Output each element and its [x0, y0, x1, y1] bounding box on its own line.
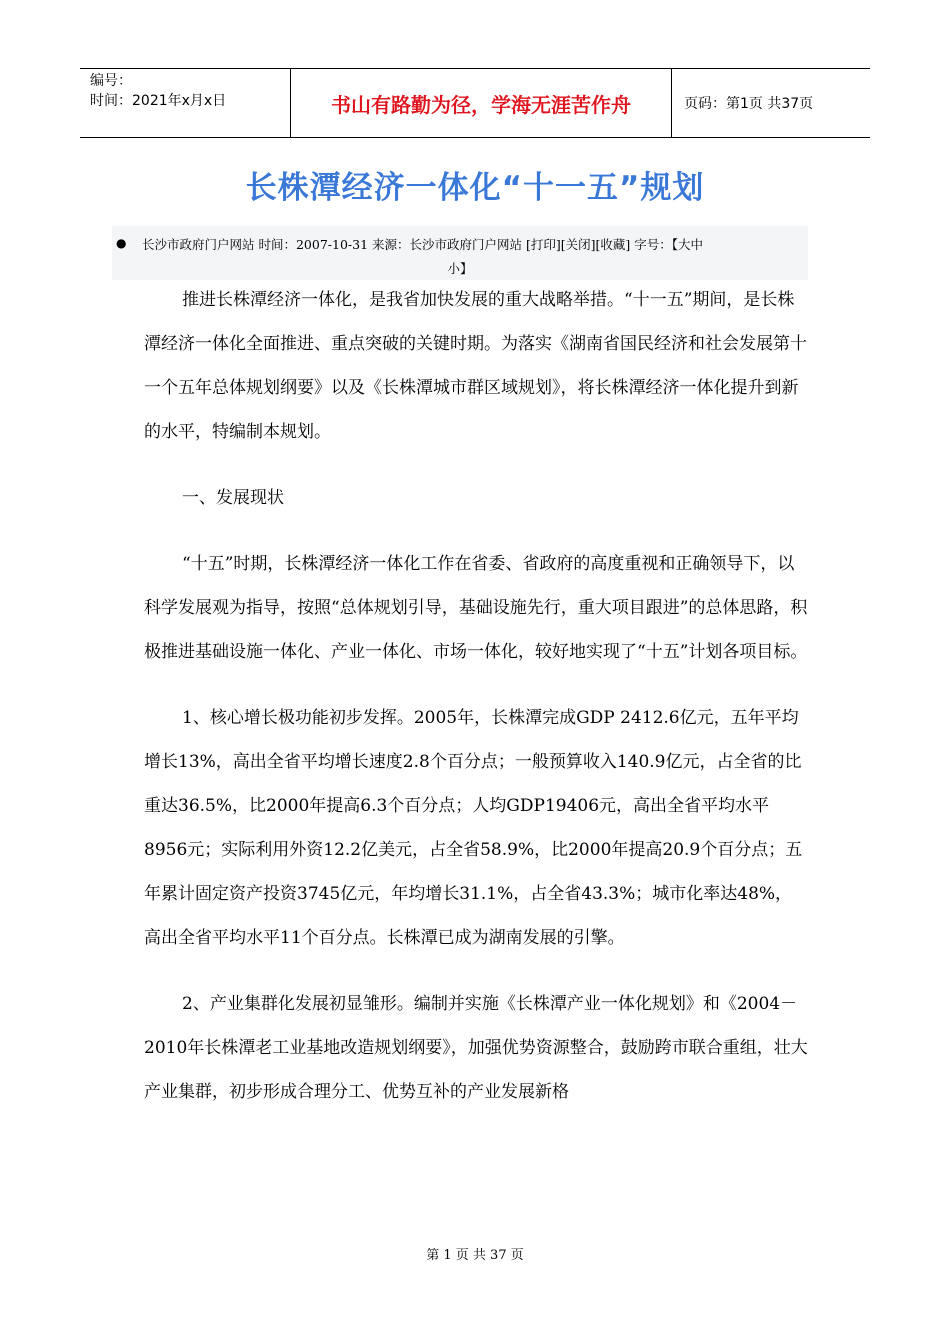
number-label: 编号： — [90, 73, 132, 89]
bullet-icon: ● — [116, 236, 127, 250]
section-heading: 一、发展现状 — [182, 488, 284, 508]
paragraph-intro: 推进长株潭经济一体化，是我省加快发展的重大战略举措。“十一五”期间，是长株潭经济一体化全面推进、重点突破的关键时期。为落实《湖南省国民经济和社会发展第十一个五年总体规划纲要》以及《长株潭城市群区域规划》，将长株潭经济一体化提升到新的水平，特编制本规划。 — [144, 290, 807, 442]
header-page-info: 页码：第1页 共37页 — [684, 96, 814, 112]
header-left-cell — [80, 69, 291, 137]
time-label: 时间：2021年x月x日 — [90, 93, 227, 109]
paragraph-item-1: 1、核心增长极功能初步发挥。2005年，长株潭完成GDP 2412.6亿元，五年平均增长13%，高出全省平均增长速度2.8个百分点；一般预算收入140.9亿元，占全省的比重达36.5%，比2000年提高6.3个百分点；人均GDP19406元，高出全省平均水平8956元；实际利用外资12.2亿美元，占全省58.9%，比2000年提高20.9个百分点；五年累计固定资产投资3745亿元，年均增长31.1%，占全省43.3%；城市化率达48%，高出全省平均水平11个百分点。长株潭已成为湖南发展的引擎。 — [144, 708, 803, 948]
meta-line-1: 长沙市政府门户网站 时间：2007-10-31 来源：长沙市政府门户网站 [打印][关闭][收藏] 字号：【大中 — [142, 237, 703, 252]
document-title: 长株潭经济一体化“十一五”规划 — [245, 170, 705, 206]
paragraph-status: “十五”时期，长株潭经济一体化工作在省委、省政府的高度重视和正确领导下，以科学发展观为指导，按照“总体规划引导，基础设施先行，重大项目跟进”的总体思路，积极推进基础设施一体化、产业一体化、市场一体化，较好地实现了“十五”计划各项目标。 — [144, 554, 808, 662]
meta-line-2: 小】 — [447, 261, 473, 276]
document-body — [144, 278, 808, 1114]
paragraph-item-2: 2、产业集群化发展初显雏形。编制并实施《长株潭产业一体化规划》和《2004－2010年长株潭老工业基地改造规划纲要》，加强优势资源整合，鼓励跨市联合重组，壮大产业集群，初步形成合理分工、优势互补的产业发展新格 — [144, 994, 808, 1102]
page-header — [80, 68, 870, 138]
source-meta-bar — [112, 226, 808, 280]
header-motto: 书山有路勤为径，学海无涯苦作舟 — [291, 69, 672, 137]
page-footer: 第 1 页 共 37 页 — [426, 1248, 524, 1263]
